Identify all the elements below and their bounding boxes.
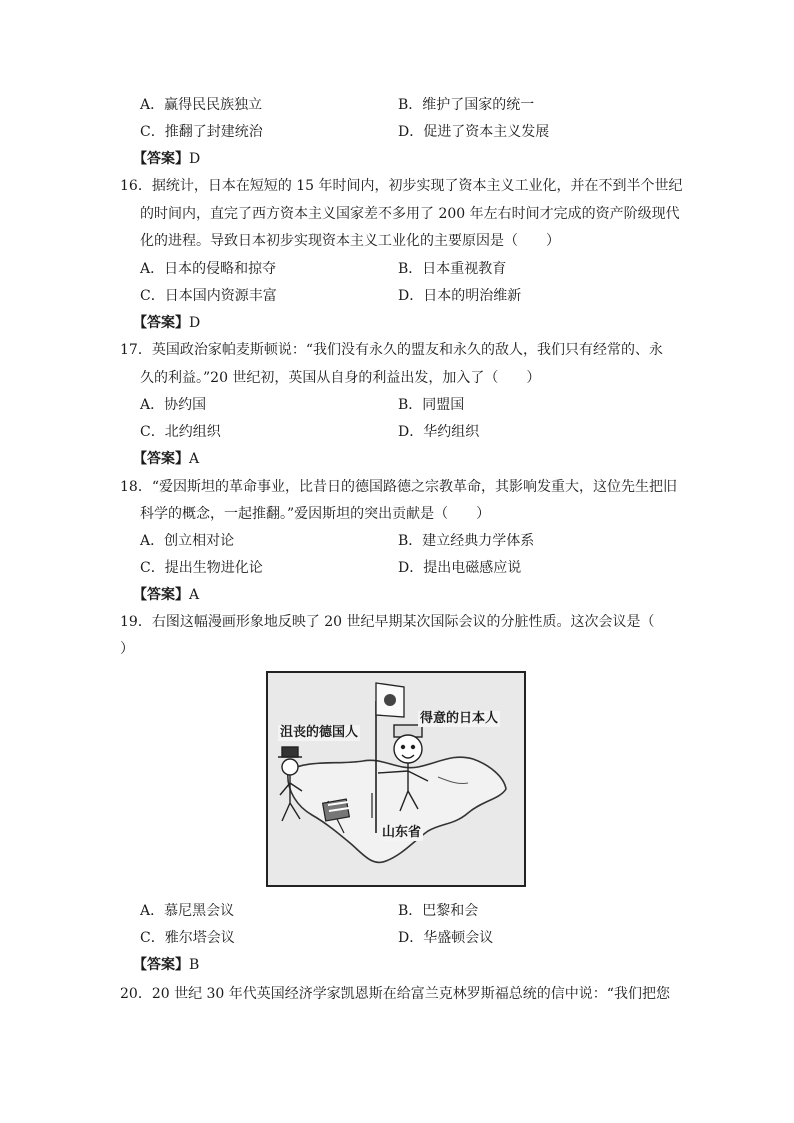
q18-answer: 【答案】A (133, 587, 200, 603)
q18-option-a: A．创立相对论 (140, 533, 235, 549)
q16-option-c: C．日本国内资源丰富 (140, 288, 277, 304)
q18-option-b: B．建立经典力学体系 (398, 533, 535, 549)
q16-option-d: D．日本的明治维新 (398, 288, 522, 304)
q15-option-a: A．赢得民民族独立 (140, 97, 263, 113)
q20-stem-line-1: 20．20 世纪 30 年代英国经济学家凯恩斯在给富兰克林罗斯福总统的信中说：“我们把您 (120, 986, 670, 1002)
q19-option-b: B．巴黎和会 (398, 903, 479, 919)
q18-stem-line-1: 18．“爱因斯坦的革命事业，比昔日的德国路德之宗教革命，其影响发重大，这位先生把旧 (120, 479, 677, 495)
q15-answer: 【答案】D (133, 151, 201, 167)
q16-option-a: A．日本的侵略和掠夺 (140, 261, 277, 277)
cartoon-drawing (268, 673, 524, 885)
q19-option-a: A．慕尼黑会议 (140, 903, 235, 919)
q17-stem-line-1: 17．英国政治家帕麦斯顿说：“我们没有永久的盟友和永久的敌人，我们只有经常的、永 (120, 342, 663, 358)
q16-answer: 【答案】D (133, 315, 201, 331)
shandong-map-outline (288, 757, 506, 862)
cartoon-illustration (266, 671, 526, 887)
cartoon-label-japanese: 得意的日本人 (420, 711, 499, 726)
q16-stem-line-1: 16．据统计，日本在短短的 15 年时间内，初步实现了资本主义工业化，并在不到半个世纪 (120, 178, 683, 194)
q17-option-a: A．协约国 (140, 397, 207, 413)
q15-option-b: B．维护了国家的统一 (398, 97, 535, 113)
japanese-flag (376, 683, 404, 717)
q18-option-d: D．提出电磁感应说 (398, 560, 522, 576)
q17-option-b: B．同盟国 (398, 397, 465, 413)
q17-option-c: C．北约组织 (140, 424, 221, 440)
q19-stem-line-1: 19．右图这幅漫画形象地反映了 20 世纪早期某次国际会议的分脏性质。这次会议是（ (120, 614, 655, 630)
q16-stem-line-3: 化的进程。导致日本初步实现资本主义工业化的主要原因是（ ） (140, 233, 560, 249)
q19-answer: 【答案】B (133, 957, 200, 973)
q17-option-d: D．华约组织 (398, 424, 480, 440)
q16-option-b: B．日本重视教育 (398, 261, 507, 277)
q16-stem-line-2: 的时间内，直完了西方资本主义国家差不多用了 200 年左右时间才完成的资产阶级现代 (140, 206, 680, 222)
q19-option-d: D．华盛顿会议 (398, 930, 494, 946)
q19-option-c: C．雅尔塔会议 (140, 930, 235, 946)
q17-stem-line-2: 久的利益。”20 世纪初，英国从自身的利益出发，加入了（ ） (140, 370, 541, 386)
q17-answer: 【答案】A (133, 451, 200, 467)
q15-option-c: C．推翻了封建统治 (140, 124, 263, 140)
q15-option-d: D．促进了资本主义发展 (398, 124, 550, 140)
q18-option-c: C．提出生物进化论 (140, 560, 263, 576)
cartoon-label-german: 沮丧的德国人 (280, 725, 359, 740)
q18-stem-line-2: 科学的概念，一起推翻。”爱因斯坦的突出贡献是（ ） (140, 506, 491, 522)
cartoon-label-province: 山东省 (382, 825, 422, 840)
q19-stem-line-2: ） (120, 641, 134, 657)
